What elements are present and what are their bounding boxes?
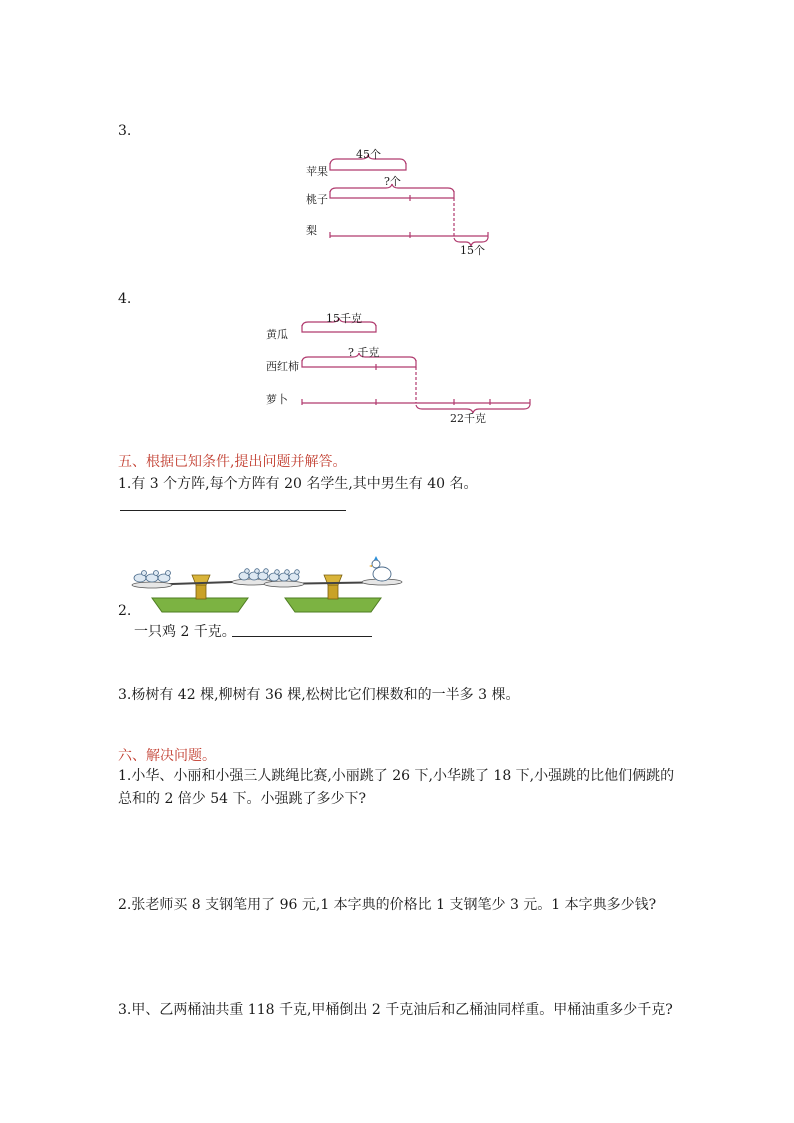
section-5-question-2-number: 2. (118, 603, 132, 619)
section-6-question-2: 2.张老师买 8 支钢笔用了 96 元,1 本字典的价格比 1 支钢笔少 3 元。1 本字典多少钱? (118, 897, 657, 913)
cucumber-label: 黄瓜 (266, 328, 288, 341)
section-5-question-3: 3.杨树有 42 棵,柳树有 36 棵,松树比它们棵数和的一半多 3 棵。 (118, 687, 520, 703)
radish-extra-value: 22千克 (450, 412, 486, 425)
apple-value: 45个 (356, 148, 381, 161)
diagram-3-number: 3. (118, 123, 132, 139)
section-6-title: 六、解决问题。 (118, 748, 216, 764)
pear-extra-value: 15个 (460, 244, 485, 257)
peach-value: ?个 (384, 175, 401, 188)
chicken-icon (369, 556, 391, 581)
section-6-question-3: 3.甲、乙两桶油共重 118 千克,甲桶倒出 2 千克油后和乙桶油同样重。甲桶油重多少千克? (118, 1002, 673, 1018)
radish-label: 萝卜 (266, 393, 288, 406)
tomato-value: ? 千克 (348, 346, 380, 359)
section-6-question-1-line-2: 总和的 2 倍少 54 下。小强跳了多少下? (118, 791, 367, 807)
diagram-4-number: 4. (118, 291, 132, 307)
peach-label: 桃子 (306, 193, 328, 206)
cucumber-value: 15千克 (326, 312, 362, 325)
answer-line-2[interactable] (232, 636, 372, 637)
section-5-question-1: 1.有 3 个方阵,每个方阵有 20 名学生,其中男生有 40 名。 (118, 476, 478, 492)
pear-label: 梨 (306, 224, 317, 237)
apple-label: 苹果 (306, 165, 328, 178)
section-5-question-2-text: 一只鸡 2 千克。 (134, 624, 236, 640)
section-5-title: 五、根据已知条件,提出问题并解答。 (118, 454, 347, 470)
section-6-question-1-line-1: 1.小华、小丽和小强三人跳绳比赛,小丽跳了 26 下,小华跳了 18 下,小强跳的比他们俩跳的 (118, 768, 675, 784)
tomato-label: 西红柿 (266, 360, 299, 373)
